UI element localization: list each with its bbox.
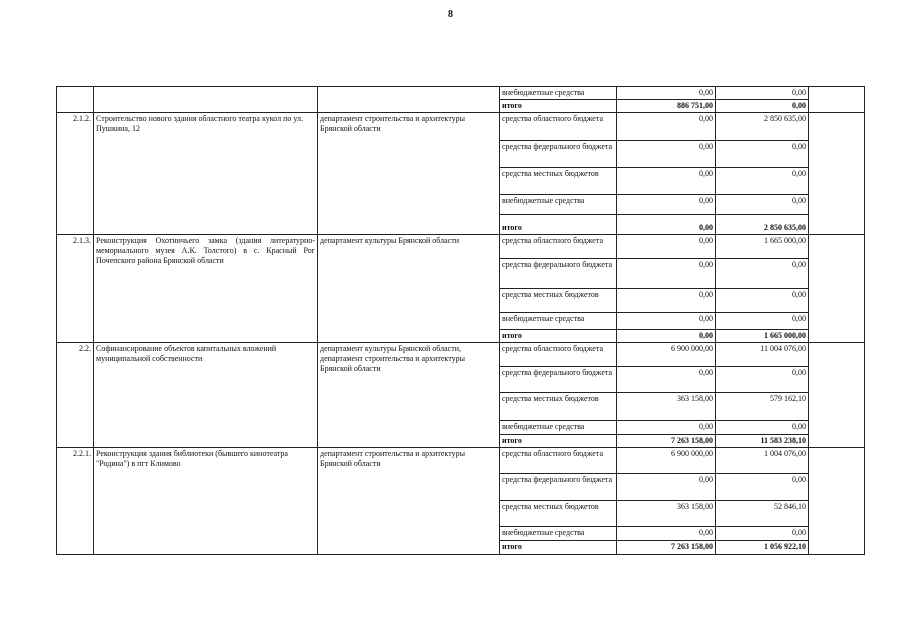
value-cell-1: 0,00 [617, 313, 716, 330]
value-cell-2: 0,00 [716, 141, 809, 168]
funding-source-cell: внебюджетные средства [500, 87, 617, 100]
funding-source-cell: средства федерального бюджета [500, 141, 617, 168]
name-cell [94, 87, 318, 113]
value-cell-1: 6 900 000,00 [617, 343, 716, 367]
value-cell-1: 0,00 [617, 215, 716, 235]
dept-cell [318, 87, 500, 113]
item-name: Строительство нового здания областного театра кукол по ул. Пушкина, 12 [94, 113, 318, 235]
value-cell-2: 0,00 [716, 367, 809, 393]
item-department: департамент культуры Брянской области, департамент строительства и архитектуры Брянской области [318, 343, 500, 448]
funding-source-cell: внебюджетные средства [500, 527, 617, 541]
value-cell-1: 886 751,00 [617, 100, 716, 113]
value-cell-1: 0,00 [617, 87, 716, 100]
budget-table [56, 86, 865, 555]
funding-source-cell: средства местных бюджетов [500, 289, 617, 313]
value-cell-1: 0,00 [617, 474, 716, 501]
value-cell-2: 11 583 238,10 [716, 435, 809, 448]
funding-source-cell: средства областного бюджета [500, 113, 617, 141]
empty-cell [809, 113, 865, 235]
value-cell-2: 0,00 [716, 87, 809, 100]
value-cell-1: 0,00 [617, 289, 716, 313]
value-cell-2: 0,00 [716, 474, 809, 501]
value-cell-1: 6 900 000,00 [617, 448, 716, 474]
item-department: департамент культуры Брянской области [318, 235, 500, 343]
value-cell-1: 0,00 [617, 367, 716, 393]
item-name: Реконструкция Охотничьего замка (здания литературно-мемориального музея А.К. Толстого) в с. Красный Рог Почепского района Брянской области [94, 235, 318, 343]
table-row [57, 87, 865, 100]
item-name: Реконструкция здания библиотеки (бывшего кинотеатра "Родина") в пгт Климово [94, 448, 318, 555]
value-cell-1: 0,00 [617, 330, 716, 343]
value-cell-1: 363 158,00 [617, 501, 716, 527]
value-cell-1: 7 263 158,00 [617, 435, 716, 448]
funding-source-cell: итого [500, 215, 617, 235]
value-cell-1: 0,00 [617, 235, 716, 259]
funding-source-cell: итого [500, 100, 617, 113]
item-code: 2.2. [57, 343, 94, 448]
empty-cell [809, 343, 865, 448]
value-cell-2: 1 056 922,10 [716, 541, 809, 555]
code-cell [57, 87, 94, 113]
value-cell-2: 0,00 [716, 289, 809, 313]
funding-source-cell: средства местных бюджетов [500, 168, 617, 195]
value-cell-1: 0,00 [617, 113, 716, 141]
table-row [57, 448, 865, 474]
funding-source-cell: итого [500, 330, 617, 343]
value-cell-2: 579 162,10 [716, 393, 809, 421]
empty-cell [809, 235, 865, 343]
table-row [57, 235, 865, 259]
funding-source-cell: внебюджетные средства [500, 313, 617, 330]
value-cell-1: 7 263 158,00 [617, 541, 716, 555]
value-cell-1: 363 158,00 [617, 393, 716, 421]
empty-cell [809, 87, 865, 113]
value-cell-1: 0,00 [617, 527, 716, 541]
value-cell-2: 0,00 [716, 259, 809, 289]
funding-source-cell: средства федерального бюджета [500, 259, 617, 289]
funding-source-cell: средства областного бюджета [500, 343, 617, 367]
value-cell-1: 0,00 [617, 259, 716, 289]
value-cell-1: 0,00 [617, 421, 716, 435]
value-cell-2: 0,00 [716, 168, 809, 195]
funding-source-cell: средства областного бюджета [500, 448, 617, 474]
item-name: Софинансирование объектов капитальных вложений муниципальной собственности [94, 343, 318, 448]
funding-source-cell: итого [500, 435, 617, 448]
value-cell-2: 0,00 [716, 313, 809, 330]
funding-source-cell: средства местных бюджетов [500, 501, 617, 527]
item-department: департамент строительства и архитектуры Брянской области [318, 448, 500, 555]
page-number: 8 [448, 9, 453, 20]
item-code: 2.1.2. [57, 113, 94, 235]
funding-source-cell: внебюджетные средства [500, 195, 617, 215]
value-cell-2: 0,00 [716, 100, 809, 113]
value-cell-2: 0,00 [716, 195, 809, 215]
funding-source-cell: средства областного бюджета [500, 235, 617, 259]
value-cell-2: 52 846,10 [716, 501, 809, 527]
value-cell-2: 1 004 076,00 [716, 448, 809, 474]
table-row [57, 343, 865, 367]
item-code: 2.2.1. [57, 448, 94, 555]
funding-source-cell: средства местных бюджетов [500, 393, 617, 421]
value-cell-2: 2 850 635,00 [716, 215, 809, 235]
funding-source-cell: средства федерального бюджета [500, 474, 617, 501]
empty-cell [809, 448, 865, 555]
item-department: департамент строительства и архитектуры Брянской области [318, 113, 500, 235]
funding-source-cell: средства федерального бюджета [500, 367, 617, 393]
value-cell-1: 0,00 [617, 168, 716, 195]
item-code: 2.1.3. [57, 235, 94, 343]
value-cell-2: 0,00 [716, 421, 809, 435]
funding-source-cell: внебюджетные средства [500, 421, 617, 435]
value-cell-2: 1 665 000,00 [716, 330, 809, 343]
table-row [57, 113, 865, 141]
value-cell-2: 2 850 635,00 [716, 113, 809, 141]
value-cell-2: 1 665 000,00 [716, 235, 809, 259]
value-cell-1: 0,00 [617, 141, 716, 168]
value-cell-2: 11 004 076,00 [716, 343, 809, 367]
value-cell-2: 0,00 [716, 527, 809, 541]
funding-source-cell: итого [500, 541, 617, 555]
value-cell-1: 0,00 [617, 195, 716, 215]
